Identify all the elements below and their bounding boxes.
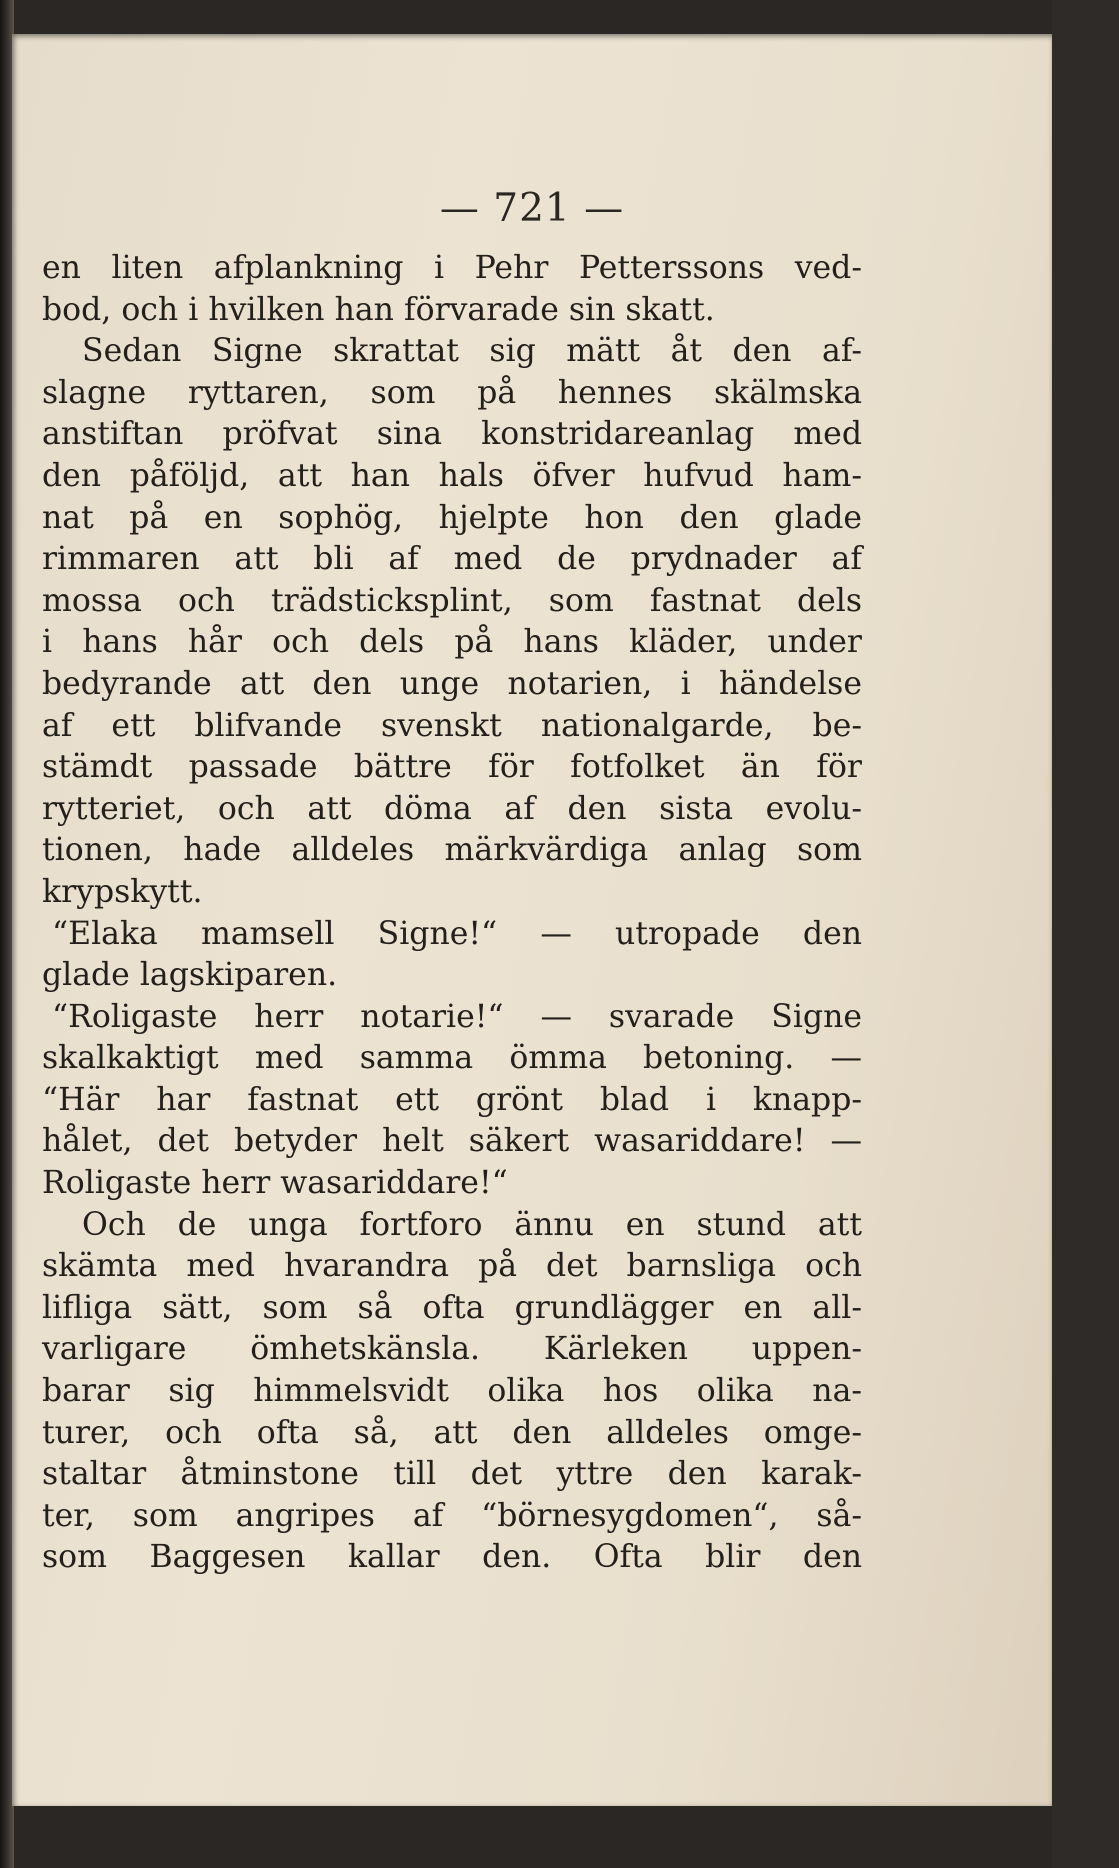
text-line: “Här har fastnat ett grönt blad i knapp-	[42, 1081, 862, 1118]
page-body-text	[42, 248, 862, 1579]
text-line: tionen, hade alldeles märkvärdiga anlag som	[42, 832, 862, 869]
text-line: bedyrande att den unge notarien, i händelse	[42, 665, 862, 702]
text-line: varligare ömhetskänsla. Kärleken uppen-	[42, 1331, 862, 1368]
text-line: staltar åtminstone till det yttre den karak-	[42, 1456, 862, 1493]
text-line: af ett blifvande svenskt nationalgarde, be-	[42, 707, 862, 744]
text-line: Och de unga fortforo ännu en stund att	[82, 1206, 862, 1243]
scan-background-right	[1052, 0, 1119, 1868]
text-line: anstiftan pröfvat sina konstridareanlag med	[42, 416, 862, 453]
text-line: “Elaka mamsell Signe!“ — utropade den	[52, 915, 862, 952]
text-line: en liten afplankning i Pehr Petterssons ved-	[42, 250, 862, 286]
text-line: Sedan Signe skrattat sig mätt åt den af-	[82, 333, 862, 370]
text-line: rimmaren att bli af med de prydnader af	[42, 541, 862, 578]
book-page	[12, 34, 1052, 1806]
text-line: Roligaste herr wasariddare!“	[42, 1165, 508, 1202]
text-line: stämdt passade bättre för fotfolket än för	[42, 749, 862, 786]
text-line: den påföljd, att han hals öfver hufvud ham-	[42, 457, 862, 494]
text-line: i hans hår och dels på hans kläder, under	[42, 624, 862, 661]
text-line: som Baggesen kallar den. Ofta blir den	[42, 1539, 862, 1576]
text-line: lifliga sätt, som så ofta grundlägger en all-	[42, 1289, 862, 1326]
text-line: krypskytt.	[42, 873, 203, 910]
text-line: hålet, det betyder helt säkert wasariddare! —	[42, 1123, 862, 1160]
text-line: ter, som angripes af “börnesygdomen“, så-	[42, 1497, 862, 1534]
text-line: rytteriet, och att döma af den sista evolu-	[42, 790, 862, 827]
text-line: barar sig himmelsvidt olika hos olika na-	[42, 1373, 862, 1410]
text-line: slagne ryttaren, som på hennes skälmska	[42, 374, 862, 411]
text-line: skalkaktigt med samma ömma betoning. —	[42, 1040, 862, 1077]
text-line: mossa och trädsticksplint, som fastnat dels	[42, 582, 862, 619]
text-line: skämta med hvarandra på det barnsliga och	[42, 1248, 862, 1285]
text-line: turer, och ofta så, att den alldeles omge-	[42, 1414, 862, 1451]
text-line: “Roligaste herr notarie!“ — svarade Signe	[52, 998, 862, 1035]
text-line: bod, och i hvilken han förvarade sin skatt.	[42, 291, 715, 328]
page-number: — 721 —	[439, 186, 625, 231]
text-line: nat på en sophög, hjelpte hon den glade	[42, 499, 862, 536]
text-line: glade lagskiparen.	[42, 957, 338, 994]
